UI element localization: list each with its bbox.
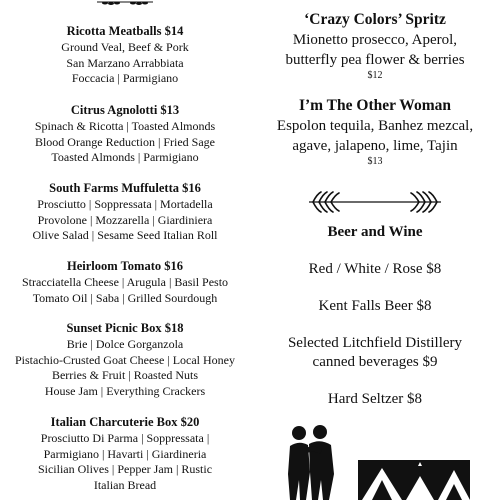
menu-item-line: Berries & Fruit | Roasted Nuts (51, 368, 199, 383)
beer-wine-heading: Beer and Wine (327, 224, 423, 240)
menu-item-title: Italian Charcuterie Box $20 (50, 415, 200, 429)
menu-item-line: Blood Orange Reduction | Fried Sage (34, 134, 216, 149)
beer-wine-item: canned beverages $9 (312, 354, 438, 370)
menu-item-line: Provolone | Mozzarella | Giardiniera (37, 212, 213, 227)
menu-item-line: Prosciutto Di Parma | Soppressata | (40, 431, 210, 445)
menu-item-line: Foccacia | Parmigiano (71, 71, 179, 86)
menu-item-line: San Marzano Arrabbiata (66, 55, 184, 70)
menu-item-line: Spinach & Ricotta | Toasted Almonds (34, 119, 216, 133)
menu-item-line: Parmigiano | Havarti | Giardineria (43, 446, 207, 461)
menu-item-line: Pistachio-Crusted Goat Cheese | Local Honey (14, 352, 235, 367)
menu-item-title: Ricotta Meatballs $14 (66, 24, 184, 38)
menu-item-line: Brie | Dolce Gorganzola (66, 337, 184, 351)
menu-item-title: Heirloom Tomato $16 (67, 259, 183, 273)
menu-item-line: Italian Bread (93, 478, 157, 493)
drink-line: agave, jalapeno, lime, Tajin (292, 138, 458, 154)
drink-price: $13 (367, 156, 383, 167)
menu-item-line: House Jam | Everything Crackers (44, 384, 206, 399)
menu-item (0, 180, 250, 244)
drink-item (250, 10, 500, 81)
laurel-divider-icon (305, 190, 445, 214)
menu-item-line: Prosciutto | Soppressata | Mortadella (37, 197, 213, 211)
drink-price: $12 (367, 70, 383, 81)
mountain-logo-icon (358, 460, 470, 500)
menu-item (0, 414, 250, 494)
menu-item (0, 320, 250, 400)
drink-line: Espolon tequila, Banhez mezcal, (276, 118, 474, 134)
menu-item-title: Sunset Picnic Box $18 (66, 321, 184, 335)
beer-wine-item: Red / White / Rose $8 (308, 261, 442, 277)
menu-item-line: Toasted Almonds | Parmigiano (51, 150, 199, 165)
menu-item-line: Ground Veal, Beef & Pork (61, 40, 189, 54)
menu-item (0, 23, 250, 87)
menu-item-title: South Farms Muffuletta $16 (49, 181, 201, 195)
couple-silhouette-icon (278, 424, 342, 500)
drink-title: I’m The Other Woman (298, 97, 451, 114)
beer-wine-item: Kent Falls Beer $8 (318, 298, 432, 314)
drink-line: Mionetto prosecco, Aperol, (292, 32, 458, 48)
drink-line: butterfly pea flower & berries (285, 52, 465, 68)
menu-item-title: Citrus Agnolotti $13 (70, 103, 180, 117)
drink-item (250, 96, 500, 167)
menu-item-line: Tomato Oil | Saba | Grilled Sourdough (32, 290, 218, 305)
menu-item (0, 258, 250, 306)
menu-item-line: Olive Salad | Sesame Seed Italian Roll (32, 228, 218, 243)
beer-wine-item: Selected Litchfield Distillery (287, 335, 463, 351)
beer-wine-item: Hard Seltzer $8 (327, 391, 423, 407)
menu-item-line: Sicilian Olives | Pepper Jam | Rustic (37, 462, 213, 477)
menu-item (0, 102, 250, 166)
menu-item-line: Stracciatella Cheese | Arugula | Basil Pesto (21, 275, 229, 289)
laurel-divider-icon (95, 0, 155, 8)
drink-title: ‘Crazy Colors’ Spritz (304, 11, 446, 28)
